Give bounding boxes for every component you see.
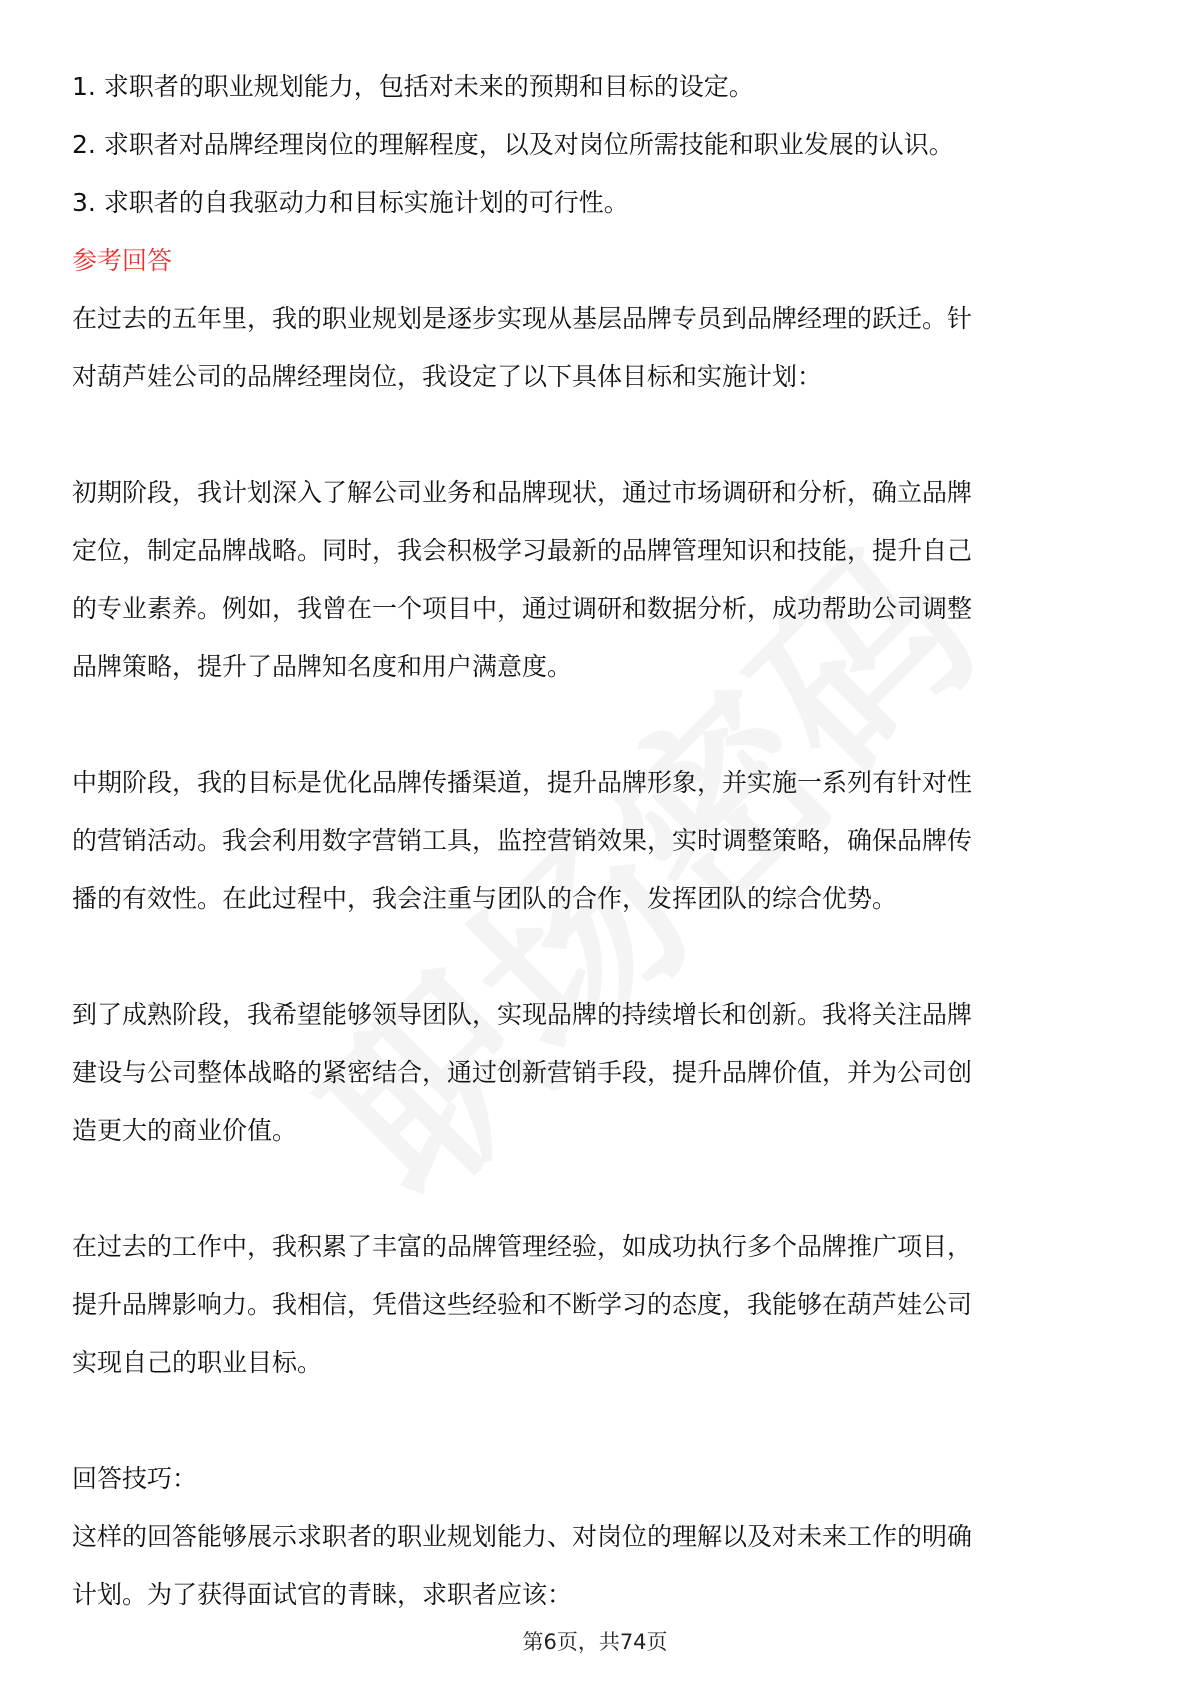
paragraph-line: 初期阶段，我计划深入了解公司业务和品牌现状，通过市场调研和分析，确立品牌 — [72, 478, 973, 507]
paragraph-line: 在过去的五年里，我的职业规划是逐步实现从基层品牌专员到品牌经理的跃迁。针 — [72, 304, 973, 333]
spacer — [72, 928, 1118, 986]
answer-paragraph-experience — [72, 1218, 1118, 1392]
paragraph-line: 对葫芦娃公司的品牌经理岗位，我设定了以下具体目标和实施计划： — [72, 362, 823, 391]
page-number: 第6页，共74页 — [522, 1630, 668, 1654]
paragraph-line: 在过去的工作中，我积累了丰富的品牌管理经验，如成功执行多个品牌推广项目， — [72, 1232, 973, 1261]
paragraph-line: 计划。为了获得面试官的青睐，求职者应该： — [72, 1580, 573, 1609]
answer-paragraph-mature-stage — [72, 986, 1118, 1160]
tips-paragraph — [72, 1508, 1118, 1624]
answer-paragraph-intro — [72, 290, 1118, 406]
paragraph-line: 造更大的商业价值。 — [72, 1116, 298, 1145]
answer-paragraph-early-stage — [72, 464, 1118, 696]
answer-heading: 参考回答 — [72, 246, 173, 275]
tips-heading: 回答技巧： — [72, 1464, 198, 1493]
criteria-item: 1. 求职者的职业规划能力，包括对未来的预期和目标的设定。 — [72, 72, 754, 101]
spacer — [72, 406, 1118, 464]
spacer — [72, 1392, 1118, 1450]
paragraph-line: 品牌策略，提升了品牌知名度和用户满意度。 — [72, 652, 573, 681]
criteria-item: 3. 求职者的自我驱动力和目标实施计划的可行性。 — [72, 188, 629, 217]
spacer — [72, 1160, 1118, 1218]
answer-paragraph-mid-stage — [72, 754, 1118, 928]
document-page — [72, 58, 1118, 1624]
criteria-item: 2. 求职者对品牌经理岗位的理解程度，以及对岗位所需技能和职业发展的认识。 — [72, 130, 954, 159]
paragraph-line: 的专业素养。例如，我曾在一个项目中，通过调研和数据分析，成功帮助公司调整 — [72, 594, 973, 623]
paragraph-line: 提升品牌影响力。我相信，凭借这些经验和不断学习的态度，我能够在葫芦娃公司 — [72, 1290, 973, 1319]
paragraph-line: 播的有效性。在此过程中，我会注重与团队的合作，发挥团队的综合优势。 — [72, 884, 898, 913]
paragraph-line: 实现自己的职业目标。 — [72, 1348, 323, 1377]
paragraph-line: 建设与公司整体战略的紧密结合，通过创新营销手段，提升品牌价值，并为公司创 — [72, 1058, 973, 1087]
paragraph-line: 到了成熟阶段，我希望能够领导团队，实现品牌的持续增长和创新。我将关注品牌 — [72, 1000, 973, 1029]
paragraph-line: 定位，制定品牌战略。同时，我会积极学习最新的品牌管理知识和技能，提升自己 — [72, 536, 973, 565]
paragraph-line: 这样的回答能够展示求职者的职业规划能力、对岗位的理解以及对未来工作的明确 — [72, 1522, 973, 1551]
spacer — [72, 696, 1118, 754]
paragraph-line: 的营销活动。我会利用数字营销工具，监控营销效果，实时调整策略，确保品牌传 — [72, 826, 973, 855]
paragraph-line: 中期阶段，我的目标是优化品牌传播渠道，提升品牌形象，并实施一系列有针对性 — [72, 768, 973, 797]
criteria-list — [72, 58, 1118, 232]
